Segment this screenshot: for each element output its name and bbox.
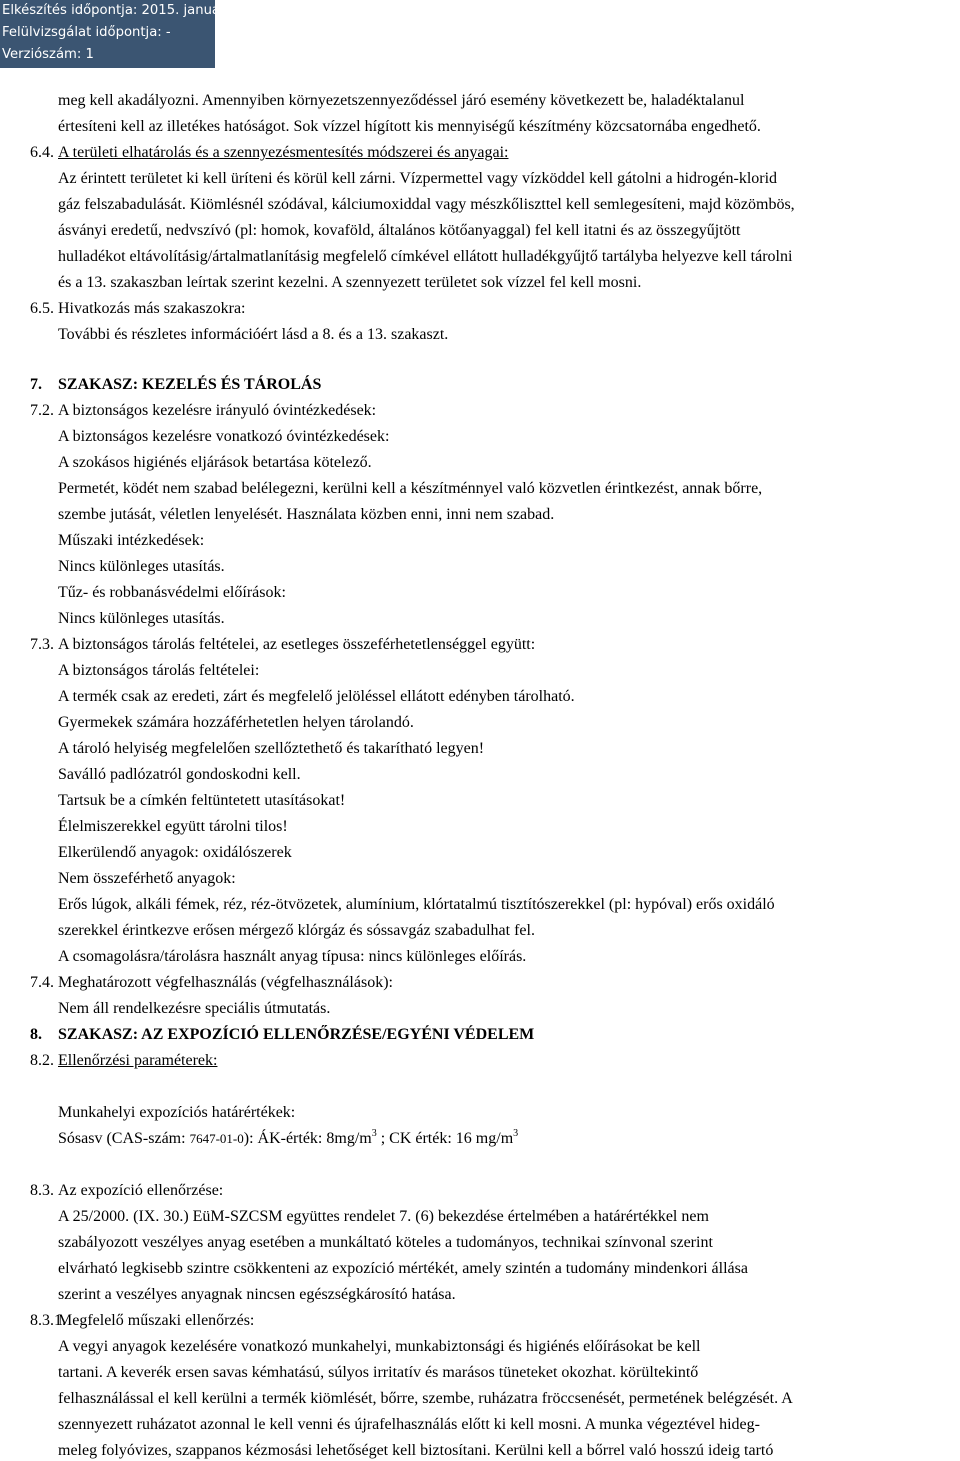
text-line: A 25/2000. (IX. 30.) EüM-SZCSM együttes rendelet 7. (6) bekezdése értelmében a határértékkel nem — [58, 1208, 709, 1225]
cas-number: 7647-01-0 — [189, 1131, 244, 1146]
subsection-heading: Az expozíció ellenőrzése: — [58, 1182, 224, 1199]
text-line: tartani. A keverék ersen savas kémhatású, súlyos irritatív és marásos tüneteket okozhat. körültekintő — [58, 1364, 699, 1381]
section-number: 6.5. — [30, 300, 54, 317]
text-line: További és részletes információért lásd a 8. és a 13. szakaszt. — [58, 326, 449, 343]
version-number: Verziószám: 1 — [2, 47, 94, 62]
section-number: 7. — [30, 376, 42, 393]
section-number: 8.3.1. — [30, 1312, 66, 1329]
text-line: A vegyi anyagok kezelésére vonatkozó munkahelyi, munkabiztonsági és higiénés előírásokat be kell — [58, 1338, 701, 1355]
section-number: 8.2. — [30, 1052, 54, 1069]
text-line: Műszaki intézkedések: — [58, 532, 205, 549]
subsection-heading: Megfelelő műszaki ellenőrzés: — [58, 1312, 255, 1329]
text-line: Nincs különleges utasítás. — [58, 610, 225, 627]
text-line: Permetét, ködét nem szabad belélegezni, kerülni kell a készítménnyel való közvetlen érintkezést, annak bőrre, — [58, 480, 763, 497]
superscript: 3 — [513, 1128, 519, 1139]
text-line: Saválló padlózatról gondoskodni kell. — [58, 766, 301, 783]
section-number: 7.4. — [30, 974, 54, 991]
text-line: A szokásos higiénés eljárások betartása kötelező. — [58, 454, 372, 471]
text-line: Tűz- és robbanásvédelmi előírások: — [58, 584, 286, 601]
text-line: Tartsuk be a címkén feltüntetett utasításokat! — [58, 792, 346, 809]
section-heading: SZAKASZ: AZ EXPOZÍCIÓ ELLENŐRZÉSE/EGYÉNI VÉDELEM — [58, 1026, 535, 1043]
text-line: Gyermekek számára hozzáférhetetlen helyen tárolandó. — [58, 714, 414, 731]
text-line: Elkerülendő anyagok: oxidálószerek — [58, 844, 292, 861]
text-line: szerint a veszélyes anyagnak nincsen egészségkárosító hatása. — [58, 1286, 456, 1303]
text-fragment: Sósasv (CAS-szám: — [58, 1130, 190, 1147]
text-line: Nem összeférhető anyagok: — [58, 870, 236, 887]
text-fragment: ): ÁK-érték: 8mg/m — [243, 1130, 372, 1147]
exposure-limit-line — [58, 1129, 518, 1149]
text-line: értesíteni kell az illetékes hatóságot. Sok vízzel hígított kis mennyiségű készítmény közcsatornába engedhető. — [58, 118, 761, 135]
subsection-heading: A biztonságos kezelésre irányuló óvintézkedések: — [58, 402, 377, 419]
superscript: 3 — [371, 1128, 377, 1139]
section-number: 7.3. — [30, 636, 54, 653]
text-line: Munkahelyi expozíciós határértékek: — [58, 1104, 296, 1121]
text-line: A tároló helyiség megfelelően szellőztethető és takarítható legyen! — [58, 740, 485, 757]
text-line: és a 13. szakaszban leírtak szerint kezelni. A szennyezett területet sok vízzel fel kell mosni. — [58, 274, 642, 291]
text-line: Élelmiszerekkel együtt tárolni tilos! — [58, 818, 288, 835]
subsection-heading: Ellenőrzési paraméterek: — [58, 1052, 218, 1069]
subsection-heading: A biztonságos tárolás feltételei, az esetleges összeférhetetlenséggel együtt: — [58, 636, 536, 653]
section-number: 7.2. — [30, 402, 54, 419]
section-number: 6.4. — [30, 144, 54, 161]
subsection-heading: A területi elhatárolás és a szennyezésmentesítés módszerei és anyagai: — [58, 144, 509, 161]
text-line: szembe jutását, véletlen lenyelését. Használata közben enni, inni nem szabad. — [58, 506, 555, 523]
text-line: A biztonságos kezelésre vonatkozó óvintézkedések: — [58, 428, 390, 445]
text-line: A csomagolásra/tárolásra használt anyag típusa: nincs különleges előírás. — [58, 948, 527, 965]
section-number: 8.3. — [30, 1182, 54, 1199]
text-line: Az érintett területet ki kell üríteni és körül kell zárni. Vízpermettel vagy vízköddel kell gátolni a hidrogén-klorid — [58, 170, 778, 187]
text-line: szennyezett ruházatot azonnal le kell venni és újrafelhasználás előtt ki kell mosni. A munka végeztével hideg- — [58, 1416, 760, 1433]
text-fragment: ; CK érték: 16 mg/m — [376, 1130, 514, 1147]
text-line: meg kell akadályozni. Amennyiben környezetszennyeződéssel járó esemény következett be, haladéktalanul — [58, 92, 745, 109]
text-line: Nincs különleges utasítás. — [58, 558, 225, 575]
text-line: meleg folyóvizes, szappanos kézmosási lehetőséget kell biztosítani. Kerülni kell a bőrrel való hosszú ideig tartó — [58, 1442, 774, 1459]
text-line: A biztonságos tárolás feltételei: — [58, 662, 260, 679]
prepared-date: Elkészítés időpontja: 2015. január 29. — [2, 3, 251, 18]
text-line: Nem áll rendelkezésre speciális útmutatás. — [58, 1000, 331, 1017]
text-line: A termék csak az eredeti, zárt és megfelelő jelöléssel ellátott edényben tárolható. — [58, 688, 575, 705]
subsection-heading: Meghatározott végfelhasználás (végfelhasználások): — [58, 974, 393, 991]
text-line: ásványi eredetű, nedvszívó (pl: homok, kovaföld, általános kötőanyaggal) fel kell itatni és az összegyűjtött — [58, 222, 741, 239]
text-line: Erős lúgok, alkáli fémek, réz, réz-ötvözetek, alumínium, klórtatalmú tisztítószerekkel (pl: hypóval) erős oxidáló — [58, 896, 775, 913]
section-heading: SZAKASZ: KEZELÉS ÉS TÁROLÁS — [58, 376, 322, 393]
text-line: elvárható legkisebb szintre csökkenteni az expozíció mértékét, amely szintén a tudomány mindenkori állása — [58, 1260, 748, 1277]
revision-date: Felülvizsgálat időpontja: - — [2, 25, 171, 40]
document-header — [0, 0, 251, 68]
section-number: 8. — [30, 1026, 42, 1043]
text-line: szabályozott veszélyes anyag esetében a munkáltató köteles a tudományos, technikai színvonal szerint — [58, 1234, 713, 1251]
subsection-heading: Hivatkozás más szakaszokra: — [58, 300, 246, 317]
text-line: gáz felszabadulását. Kiömlésnél szódával, kálciumoxiddal vagy mészkőliszttel kell semlegesíteni, majd közömbös, — [58, 196, 795, 213]
text-line: felhasználással el kell kerülni a termék kiömlését, bőrre, szembe, ruházatra fröccsenését, permetének belégzését. A — [58, 1390, 793, 1407]
text-line: szerekkel érintkezve erősen mérgező klórgáz és sóssavgáz szabadulhat fel. — [58, 922, 535, 939]
text-line: hulladékot eltávolításig/ártalmatlanításig megfelelő címkével ellátott hulladékgyűjtő tartályba helyezve kell tárolni — [58, 248, 793, 265]
